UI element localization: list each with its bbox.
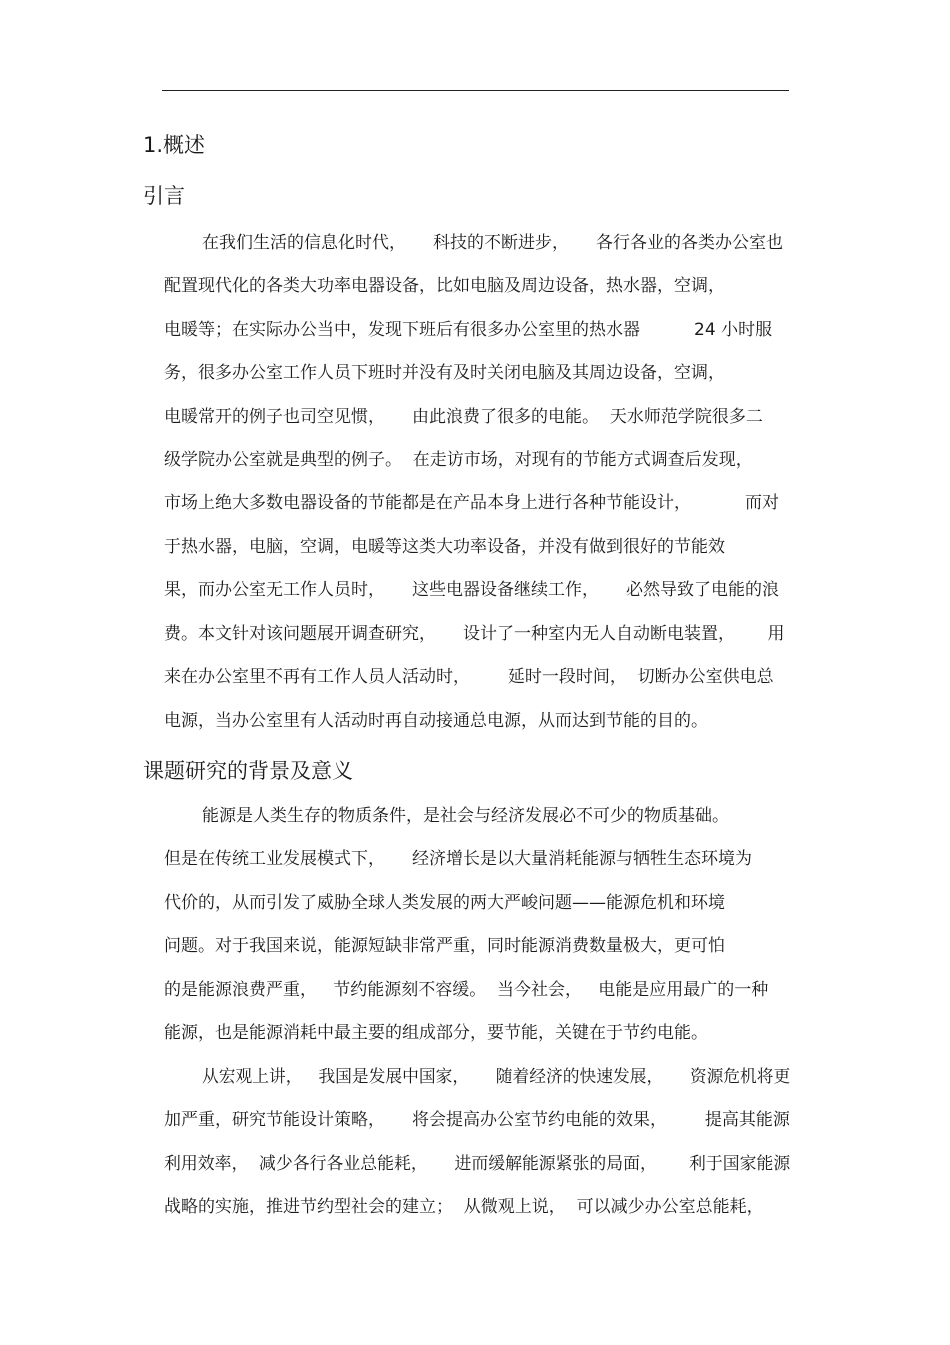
intro-line: 市场上绝大多数电器设备的节能都是在产品本身上进行各种节能设计， 而对 <box>164 493 780 513</box>
background-line: 战略的实施，推进节约型社会的建立； 从微观上说， 可以减少办公室总能耗， <box>164 1197 764 1217</box>
intro-line: 来在办公室里不再有工作人员人活动时， 延时一段时间， 切断办公室供电总 <box>164 667 774 687</box>
background-line: 从宏观上讲， 我国是发展中国家， 随着经济的快速发展， 资源危机将更 <box>202 1067 791 1087</box>
intro-line: 电暖等；在实际办公当中，发现下班后有很多办公室里的热水器 24 小时服 <box>164 320 773 340</box>
subsection-intro-heading: 引言 <box>143 184 185 208</box>
intro-line: 电暖常开的例子也司空见惯， 由此浪费了很多的电能。 天水师范学院很多二 <box>164 407 763 427</box>
subsection-background-heading: 课题研究的背景及意义 <box>143 759 353 783</box>
background-line: 的是能源浪费严重， 节约能源刻不容缓。 当今社会， 电能是应用最广的一种 <box>164 980 769 1000</box>
intro-line: 级学院办公室就是典型的例子。 在走访市场，对现有的节能方式调查后发现， <box>164 450 753 470</box>
background-line: 问题。对于我国来说，能源短缺非常严重，同时能源消费数量极大，更可怕 <box>164 936 725 956</box>
background-line: 利用效率， 减少各行各业总能耗， 进而缓解能源紧张的局面， 利于国家能源 <box>164 1154 791 1174</box>
intro-line: 配置现代化的各类大功率电器设备，比如电脑及周边设备，热水器，空调， <box>164 276 725 296</box>
intro-line: 务，很多办公室工作人员下班时并没有及时关闭电脑及其周边设备，空调， <box>164 363 725 383</box>
background-line: 但是在传统工业发展模式下， 经济增长是以大量消耗能源与牺牲生态环境为 <box>164 849 753 869</box>
intro-line: 于热水器，电脑，空调，电暖等这类大功率设备，并没有做到很好的节能效 <box>164 537 725 557</box>
background-line: 代价的，从而引发了威胁全球人类发展的两大严峻问题——能源危机和环境 <box>164 893 725 913</box>
background-line: 能源是人类生存的物质条件，是社会与经济发展必不可少的物质基础。 <box>202 806 729 826</box>
intro-line: 在我们生活的信息化时代， 科技的不断进步， 各行各业的各类办公室也 <box>202 233 784 253</box>
background-line: 加严重，研究节能设计策略， 将会提高办公室节约电能的效果， 提高其能源 <box>164 1110 790 1130</box>
header-rule <box>162 90 789 91</box>
background-line: 能源，也是能源消耗中最主要的组成部分，要节能，关键在于节约电能。 <box>164 1023 708 1043</box>
intro-line: 果，而办公室无工作人员时， 这些电器设备继续工作， 必然导致了电能的浪 <box>164 580 780 600</box>
section-title: 1.概述 <box>143 133 206 157</box>
intro-line: 费。本文针对该问题展开调查研究， 设计了一种室内无人自动断电装置， 用 <box>164 624 785 644</box>
intro-line: 电源，当办公室里有人活动时再自动接通总电源，从而达到节能的目的。 <box>164 711 708 731</box>
